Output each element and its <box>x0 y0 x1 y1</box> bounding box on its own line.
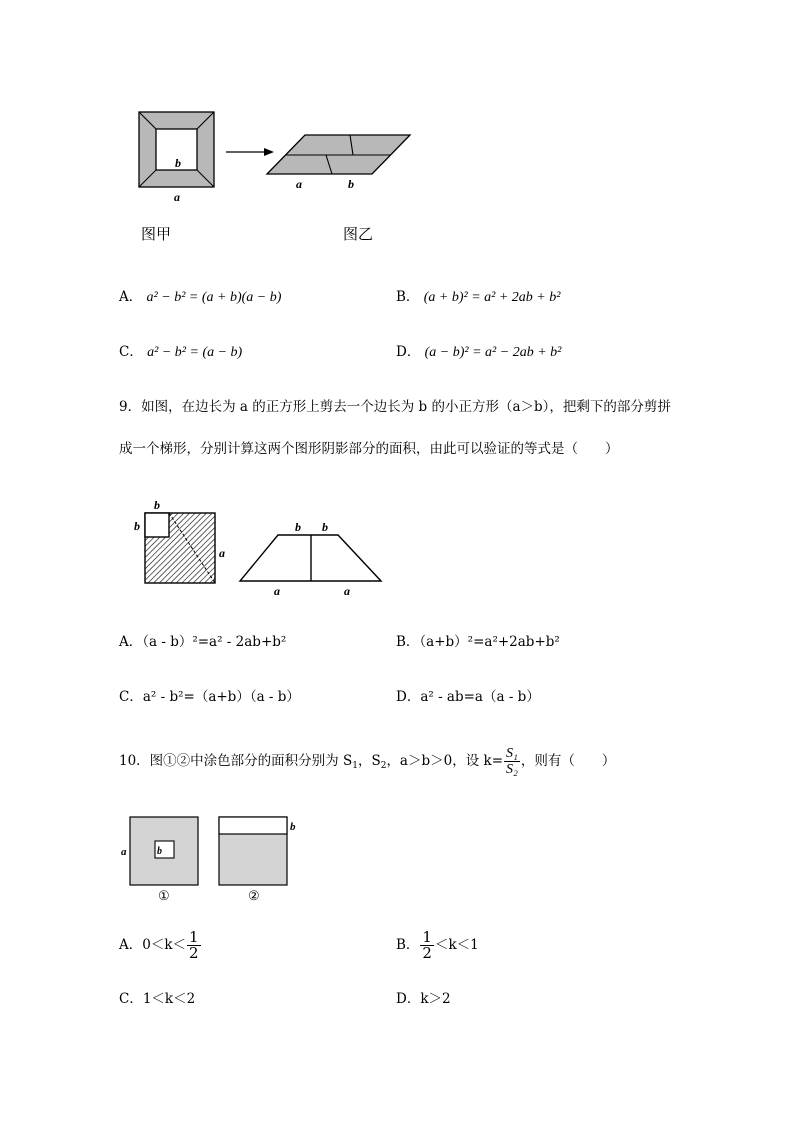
fraction-numerator: S₁ <box>506 746 518 761</box>
option-text: （a+b）²=a²+2ab+b² <box>419 634 560 650</box>
fig-caption-left: 图甲 <box>141 225 172 243</box>
label-b-left: b <box>134 519 140 533</box>
fraction <box>187 930 201 961</box>
option-key: C． <box>119 344 143 360</box>
option-key: D． <box>396 344 421 360</box>
fig-caption-right: 图乙 <box>343 225 374 243</box>
option-text: k＞2 <box>420 991 451 1007</box>
q9-option-c[interactable] <box>119 688 300 706</box>
fraction-numerator: 1 <box>189 928 199 946</box>
option-key: C． <box>119 991 143 1007</box>
option-lhs: (a + b)² <box>423 290 468 305</box>
fraction-denominator: 2 <box>422 944 432 962</box>
option-rhs: (a + b)(a − b) <box>201 290 282 305</box>
q9-option-d[interactable] <box>396 688 540 706</box>
option-eq: = <box>185 345 203 360</box>
label-a-right: a <box>219 546 225 560</box>
label-b-top: b <box>154 498 160 512</box>
q10-figure-2 <box>210 812 305 904</box>
option-text: （a - b）²=a² - 2ab+b² <box>142 634 287 650</box>
q8-option-d[interactable] <box>396 343 561 362</box>
q9-option-b[interactable] <box>396 633 560 651</box>
option-text: 1＜k＜2 <box>142 991 196 1007</box>
stem-text: ，则有（ ） <box>520 753 616 769</box>
label-b1: b <box>295 520 301 534</box>
label-a: a <box>121 846 127 858</box>
option-rhs: a² + 2ab + b² <box>484 290 561 305</box>
option-rhs: a² − 2ab + b² <box>485 345 562 360</box>
q9-figure-square <box>128 495 238 595</box>
option-rhs: (a − b) <box>202 345 243 360</box>
label-a1: a <box>274 584 280 598</box>
q10-option-b[interactable] <box>396 926 479 966</box>
fraction <box>504 746 520 777</box>
option-key: B． <box>396 289 420 305</box>
label-b: b <box>157 846 162 857</box>
fig-caption-1: ① <box>158 888 170 903</box>
q9-stem-line1: 9．如图，在边长为 a 的正方形上剪去一个边长为 b 的小正方形（a＞b），把剩下的部分剪拼 <box>119 399 671 415</box>
option-key: A． <box>119 289 143 305</box>
q10-stem <box>119 744 615 784</box>
q8-figure-right <box>262 128 422 193</box>
q10-figure-1 <box>118 812 208 904</box>
label-b: b <box>348 177 354 191</box>
option-text: 0＜k＜ <box>142 937 187 953</box>
option-text: ＜k＜1 <box>434 937 479 953</box>
label-a: a <box>174 190 180 204</box>
option-eq: = <box>468 345 486 360</box>
label-b: b <box>175 156 181 170</box>
option-eq: = <box>185 290 202 305</box>
option-key: B． <box>396 634 420 650</box>
label-a: a <box>296 177 302 191</box>
label-b2: b <box>322 520 328 534</box>
label-a2: a <box>344 584 350 598</box>
fraction-denominator: S₂ <box>506 762 518 777</box>
option-lhs: a² − b² <box>146 290 186 305</box>
fraction-numerator: 1 <box>422 928 432 946</box>
option-key: A． <box>119 937 143 953</box>
q10-option-d[interactable] <box>396 990 451 1008</box>
option-text: a² - ab=a（a - b） <box>420 689 540 705</box>
option-key: C． <box>119 689 143 705</box>
fig-caption-2: ② <box>248 888 260 903</box>
q9-stem-line2: 成一个梯形，分别计算这两个图形阴影部分的面积，由此可以验证的等式是（ ） <box>119 441 619 457</box>
q8-option-b[interactable] <box>396 288 560 307</box>
q9-figure-trapezoid <box>235 518 390 598</box>
stem-text: ，S <box>357 753 381 769</box>
q9-option-a[interactable] <box>119 633 286 651</box>
fraction <box>420 930 434 961</box>
option-key: A． <box>119 634 143 650</box>
label-b: b <box>290 821 296 833</box>
subscript: 1 <box>352 761 358 771</box>
q10-option-a[interactable] <box>119 926 202 966</box>
option-lhs: (a − b)² <box>424 345 469 360</box>
q8-figure-left <box>130 105 230 205</box>
stem-text: 10．图①②中涂色部分的面积分别为 S <box>119 753 353 769</box>
option-eq: = <box>467 290 485 305</box>
option-key: D． <box>396 991 421 1007</box>
option-text: a² - b²=（a+b）（a - b） <box>142 689 300 705</box>
stem-text: ，a＞b＞0，设 k= <box>386 753 504 769</box>
fraction-denominator: 2 <box>189 944 199 962</box>
q8-option-c[interactable] <box>119 343 242 362</box>
subscript: 2 <box>380 761 387 771</box>
option-key: D． <box>396 689 421 705</box>
option-lhs: a² − b² <box>147 345 186 360</box>
q8-option-a[interactable] <box>119 288 281 307</box>
option-key: B． <box>396 937 420 953</box>
q10-option-c[interactable] <box>119 990 195 1008</box>
